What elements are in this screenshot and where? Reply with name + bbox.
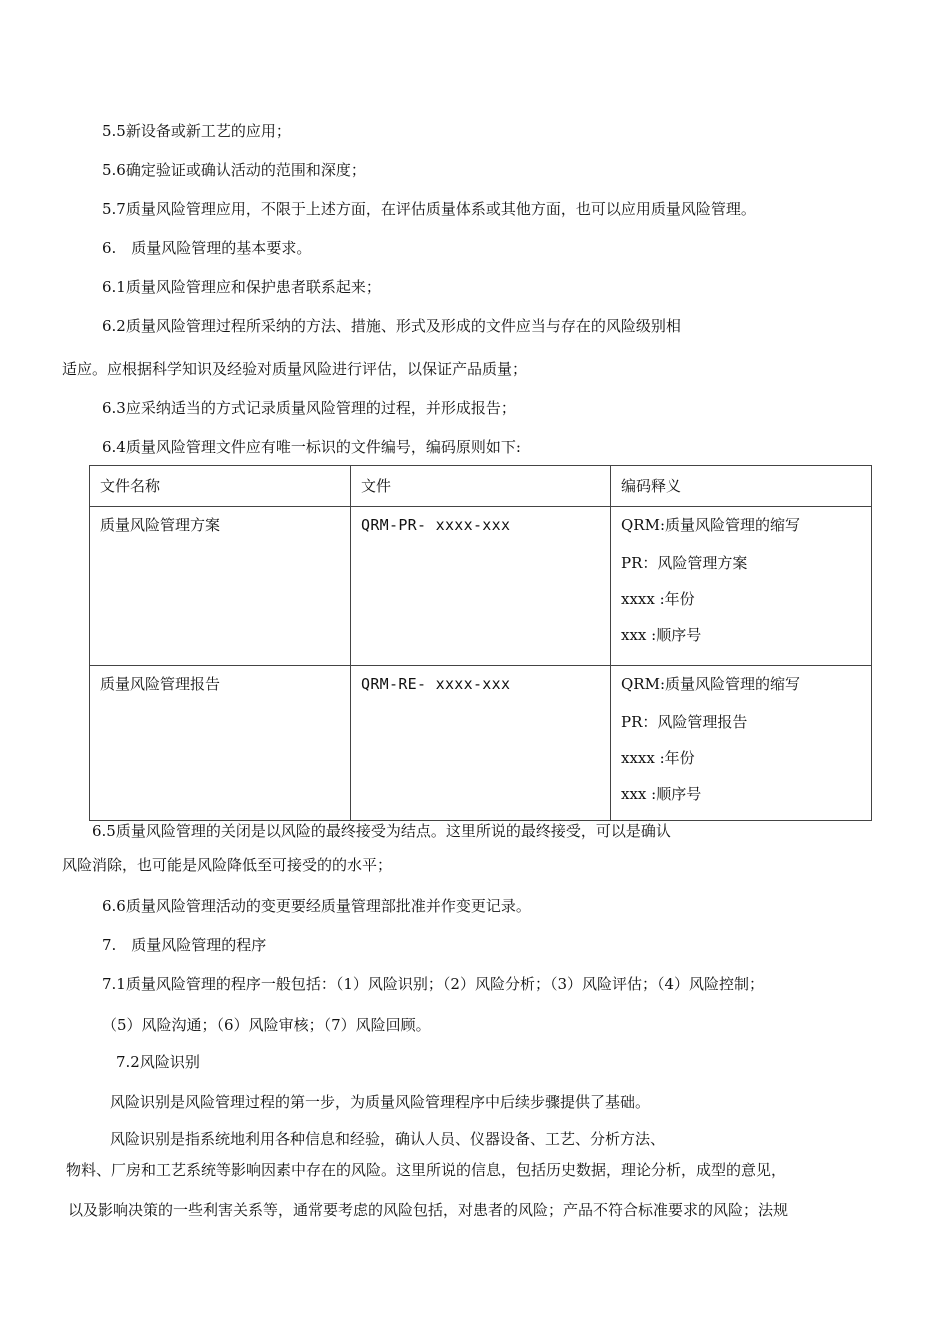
item-6-2-line2: 适应。应根据科学知识及经验对质量风险进行评估，以保证产品质量； <box>62 360 528 378</box>
cell-file-code: QRM-RE- xxxx-xxx <box>351 666 611 821</box>
explain-line: xxx :顺序号 <box>621 626 702 644</box>
cell-code-explanation <box>611 666 872 821</box>
header-file-name: 文件名称 <box>90 466 351 507</box>
header-file: 文件 <box>351 466 611 507</box>
explain-line: xxx :顺序号 <box>621 785 702 803</box>
item-6-5-line2: 风险消除，也可能是风险降低至可接受的的水平； <box>62 856 393 874</box>
paragraph-risk-id-2-line1: 风险识别是指系统地利用各种信息和经验，确认人员、仪器设备、工艺、分析方法、 <box>110 1130 666 1148</box>
section-6-heading: 6. 质量风险管理的基本要求。 <box>102 239 312 257</box>
cell-file-code: QRM-PR- xxxx-xxx <box>351 507 611 666</box>
item-6-1: 6.1质量风险管理应和保护患者联系起来； <box>102 278 381 296</box>
document-code-table <box>89 465 872 821</box>
item-7-1-line2: （5）风险沟通；（6）风险审核；（7）风险回顾。 <box>102 1016 431 1034</box>
paragraph-risk-id-2-line3: 以及影响决策的一些利害关系等，通常要考虑的风险包括，对患者的风险；产品不符合标准要求的风险；法规 <box>68 1201 789 1219</box>
section-7-heading: 7. 质量风险管理的程序 <box>102 936 267 954</box>
item-7-1-line1: 7.1质量风险管理的程序一般包括：（1）风险识别；（2）风险分析；（3）风险评估；（4）风险控制； <box>102 975 765 993</box>
table-header-row <box>90 466 872 507</box>
cell-code-explanation <box>611 507 872 666</box>
paragraph-risk-id-1: 风险识别是风险管理过程的第一步，为质量风险管理程序中后续步骤提供了基础。 <box>110 1093 651 1111</box>
cell-file-name: 质量风险管理方案 <box>90 507 351 666</box>
explain-line: PR：风险管理报告 <box>621 713 748 731</box>
explain-line: QRM:质量风险管理的缩写 <box>621 516 801 534</box>
explain-line: QRM:质量风险管理的缩写 <box>621 675 801 693</box>
item-7-2-heading: 7.2风险识别 <box>116 1053 200 1071</box>
item-5-7: 5.7质量风险管理应用，不限于上述方面，在评估质量体系或其他方面，也可以应用质量风险管理。 <box>102 200 756 218</box>
header-code-explanation: 编码释义 <box>611 466 872 507</box>
item-5-5: 5.5新设备或新工艺的应用； <box>102 122 291 140</box>
explain-line: xxxx :年份 <box>621 590 695 608</box>
explain-line: xxxx :年份 <box>621 749 695 767</box>
item-6-2-line1: 6.2质量风险管理过程所采纳的方法、措施、形式及形成的文件应当与存在的风险级别相 <box>102 317 681 335</box>
table-row <box>90 507 872 666</box>
explain-line: PR：风险管理方案 <box>621 554 748 572</box>
item-6-5-line1: 6.5质量风险管理的关闭是以风险的最终接受为结点。这里所说的最终接受，可以是确认 <box>92 822 671 840</box>
cell-file-name: 质量风险管理报告 <box>90 666 351 821</box>
item-5-6: 5.6确定验证或确认活动的范围和深度； <box>102 161 366 179</box>
table-row <box>90 666 872 821</box>
item-6-6: 6.6质量风险管理活动的变更要经质量管理部批准并作变更记录。 <box>102 897 531 915</box>
item-6-4: 6.4质量风险管理文件应有唯一标识的文件编号，编码原则如下: <box>102 438 521 456</box>
paragraph-risk-id-2-line2: 物料、厂房和工艺系统等影响因素中存在的风险。这里所说的信息，包括历史数据，理论分析，成型的意见， <box>66 1161 787 1179</box>
item-6-3: 6.3应采纳适当的方式记录质量风险管理的过程，并形成报告； <box>102 399 516 417</box>
